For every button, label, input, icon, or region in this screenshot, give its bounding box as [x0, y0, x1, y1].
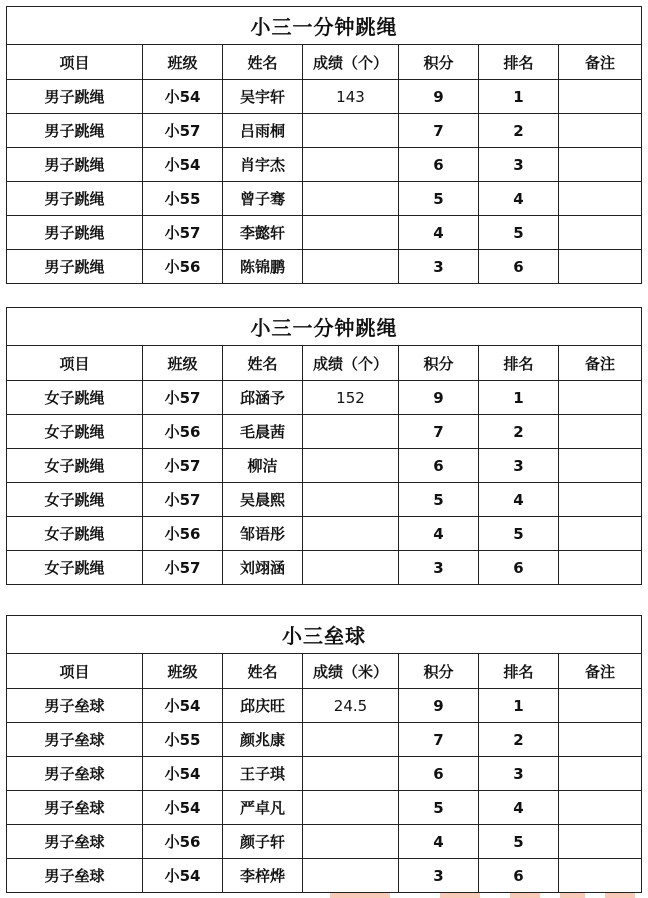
- cell-points: 6: [399, 449, 479, 483]
- cell-points: 3: [399, 859, 479, 893]
- header-class: 班级: [143, 346, 223, 381]
- table-row: [7, 415, 642, 449]
- cell-score: 24.5: [303, 689, 399, 723]
- cell-score: [303, 182, 399, 216]
- cell-points: 9: [399, 689, 479, 723]
- cell-event: 男子垒球: [7, 689, 143, 723]
- cell-class: 小54: [143, 148, 223, 182]
- cell-name: 吴晨熙: [223, 483, 303, 517]
- cell-score: [303, 250, 399, 284]
- cell-score: [303, 483, 399, 517]
- cell-event: 女子跳绳: [7, 551, 143, 585]
- table-title: 小三垒球: [7, 616, 642, 654]
- cell-score: [303, 859, 399, 893]
- cell-name: 邱庆旺: [223, 689, 303, 723]
- cell-name: 严卓凡: [223, 791, 303, 825]
- cell-points: 9: [399, 80, 479, 114]
- header-score: 成绩（个）: [303, 346, 399, 381]
- cell-rank: 3: [479, 449, 559, 483]
- cell-name: 肖宇杰: [223, 148, 303, 182]
- header-class: 班级: [143, 654, 223, 689]
- cell-remarks: [559, 216, 642, 250]
- header-remarks: 备注: [559, 45, 642, 80]
- cell-class: 小55: [143, 182, 223, 216]
- cell-rank: 3: [479, 148, 559, 182]
- cell-points: 6: [399, 757, 479, 791]
- cell-remarks: [559, 689, 642, 723]
- cell-rank: 4: [479, 483, 559, 517]
- cell-name: 刘翊涵: [223, 551, 303, 585]
- cell-name: 吕雨桐: [223, 114, 303, 148]
- table-title: 小三一分钟跳绳: [7, 7, 642, 45]
- cell-event: 女子跳绳: [7, 415, 143, 449]
- cell-score: [303, 757, 399, 791]
- cell-score: [303, 114, 399, 148]
- header-rank: 排名: [479, 654, 559, 689]
- header-row: [7, 45, 642, 80]
- header-name: 姓名: [223, 45, 303, 80]
- cell-event: 男子垒球: [7, 791, 143, 825]
- cell-rank: 1: [479, 80, 559, 114]
- cell-points: 5: [399, 791, 479, 825]
- cell-score: [303, 148, 399, 182]
- cell-points: 4: [399, 216, 479, 250]
- cell-name: 曾子骞: [223, 182, 303, 216]
- table-row: [7, 216, 642, 250]
- table-row: [7, 381, 642, 415]
- table-title: 小三一分钟跳绳: [7, 308, 642, 346]
- header-row: [7, 654, 642, 689]
- header-event: 项目: [7, 654, 143, 689]
- cell-event: 男子跳绳: [7, 80, 143, 114]
- cell-event: 男子垒球: [7, 859, 143, 893]
- table-row: [7, 250, 642, 284]
- cell-rank: 2: [479, 415, 559, 449]
- table-row: [7, 114, 642, 148]
- cell-event: 女子跳绳: [7, 483, 143, 517]
- cell-points: 9: [399, 381, 479, 415]
- cell-name: 李梓烨: [223, 859, 303, 893]
- cell-points: 3: [399, 250, 479, 284]
- cell-score: [303, 517, 399, 551]
- cell-points: 5: [399, 182, 479, 216]
- cell-class: 小56: [143, 517, 223, 551]
- cell-score: 143: [303, 80, 399, 114]
- cell-points: 5: [399, 483, 479, 517]
- table-row: [7, 449, 642, 483]
- table-row: [7, 723, 642, 757]
- header-points: 积分: [399, 45, 479, 80]
- cell-name: 颜兆康: [223, 723, 303, 757]
- header-name: 姓名: [223, 346, 303, 381]
- cell-points: 3: [399, 551, 479, 585]
- cell-event: 男子跳绳: [7, 148, 143, 182]
- cell-remarks: [559, 381, 642, 415]
- cell-rank: 2: [479, 723, 559, 757]
- cell-rank: 3: [479, 757, 559, 791]
- cell-score: [303, 723, 399, 757]
- cell-name: 颜子轩: [223, 825, 303, 859]
- cell-class: 小54: [143, 80, 223, 114]
- header-rank: 排名: [479, 45, 559, 80]
- cell-rank: 6: [479, 250, 559, 284]
- table-row: [7, 689, 642, 723]
- cell-class: 小56: [143, 250, 223, 284]
- results-table-boys-rope: [6, 6, 642, 284]
- cell-rank: 1: [479, 381, 559, 415]
- cell-name: 柳洁: [223, 449, 303, 483]
- cell-name: 李懿轩: [223, 216, 303, 250]
- table-row: [7, 483, 642, 517]
- table-row: [7, 757, 642, 791]
- header-name: 姓名: [223, 654, 303, 689]
- cell-event: 女子跳绳: [7, 449, 143, 483]
- cell-points: 6: [399, 148, 479, 182]
- cell-remarks: [559, 250, 642, 284]
- cell-name: 毛晨茜: [223, 415, 303, 449]
- cell-name: 邹语彤: [223, 517, 303, 551]
- cell-rank: 4: [479, 182, 559, 216]
- cell-name: 邱涵予: [223, 381, 303, 415]
- cell-event: 男子跳绳: [7, 250, 143, 284]
- header-row: [7, 346, 642, 381]
- header-event: 项目: [7, 45, 143, 80]
- table-row: [7, 791, 642, 825]
- cell-remarks: [559, 723, 642, 757]
- cell-rank: 5: [479, 216, 559, 250]
- table-row: [7, 859, 642, 893]
- cell-score: [303, 791, 399, 825]
- cell-class: 小57: [143, 483, 223, 517]
- header-remarks: 备注: [559, 654, 642, 689]
- cell-event: 男子垒球: [7, 723, 143, 757]
- cell-points: 4: [399, 517, 479, 551]
- cell-remarks: [559, 182, 642, 216]
- table-row: [7, 80, 642, 114]
- cell-score: [303, 551, 399, 585]
- cell-remarks: [559, 551, 642, 585]
- cell-score: [303, 415, 399, 449]
- cell-event: 男子垒球: [7, 757, 143, 791]
- cell-score: [303, 216, 399, 250]
- header-class: 班级: [143, 45, 223, 80]
- cell-rank: 5: [479, 517, 559, 551]
- header-remarks: 备注: [559, 346, 642, 381]
- cell-remarks: [559, 80, 642, 114]
- header-points: 积分: [399, 346, 479, 381]
- cell-class: 小57: [143, 449, 223, 483]
- cell-class: 小56: [143, 825, 223, 859]
- cell-rank: 5: [479, 825, 559, 859]
- cell-class: 小57: [143, 551, 223, 585]
- cell-class: 小57: [143, 114, 223, 148]
- header-rank: 排名: [479, 346, 559, 381]
- cell-class: 小57: [143, 381, 223, 415]
- cell-rank: 6: [479, 859, 559, 893]
- cell-class: 小54: [143, 791, 223, 825]
- cell-remarks: [559, 148, 642, 182]
- header-score: 成绩（个）: [303, 45, 399, 80]
- cell-name: 吴宇轩: [223, 80, 303, 114]
- cell-rank: 4: [479, 791, 559, 825]
- cell-rank: 1: [479, 689, 559, 723]
- cell-remarks: [559, 825, 642, 859]
- table-row: [7, 182, 642, 216]
- cell-remarks: [559, 114, 642, 148]
- cell-points: 7: [399, 415, 479, 449]
- cell-remarks: [559, 757, 642, 791]
- cell-points: 4: [399, 825, 479, 859]
- cell-remarks: [559, 483, 642, 517]
- cell-class: 小54: [143, 859, 223, 893]
- cell-remarks: [559, 859, 642, 893]
- cell-event: 女子跳绳: [7, 381, 143, 415]
- cell-event: 男子垒球: [7, 825, 143, 859]
- cell-class: 小54: [143, 757, 223, 791]
- results-table-boys-softball: [6, 615, 642, 893]
- cell-class: 小57: [143, 216, 223, 250]
- cell-rank: 6: [479, 551, 559, 585]
- table-row: [7, 551, 642, 585]
- cell-event: 男子跳绳: [7, 182, 143, 216]
- cell-remarks: [559, 517, 642, 551]
- cell-rank: 2: [479, 114, 559, 148]
- cell-remarks: [559, 415, 642, 449]
- cell-name: 陈锦鹏: [223, 250, 303, 284]
- table-row: [7, 517, 642, 551]
- cell-event: 女子跳绳: [7, 517, 143, 551]
- cell-remarks: [559, 791, 642, 825]
- table-row: [7, 825, 642, 859]
- cell-score: [303, 449, 399, 483]
- cell-score: 152: [303, 381, 399, 415]
- header-points: 积分: [399, 654, 479, 689]
- results-table-girls-rope: [6, 307, 642, 585]
- cell-points: 7: [399, 114, 479, 148]
- cell-points: 7: [399, 723, 479, 757]
- table-row: [7, 148, 642, 182]
- cell-event: 男子跳绳: [7, 114, 143, 148]
- header-score: 成绩（米）: [303, 654, 399, 689]
- header-event: 项目: [7, 346, 143, 381]
- cell-name: 王子琪: [223, 757, 303, 791]
- cell-event: 男子跳绳: [7, 216, 143, 250]
- cell-class: 小56: [143, 415, 223, 449]
- cell-class: 小55: [143, 723, 223, 757]
- cell-score: [303, 825, 399, 859]
- cell-remarks: [559, 449, 642, 483]
- cell-class: 小54: [143, 689, 223, 723]
